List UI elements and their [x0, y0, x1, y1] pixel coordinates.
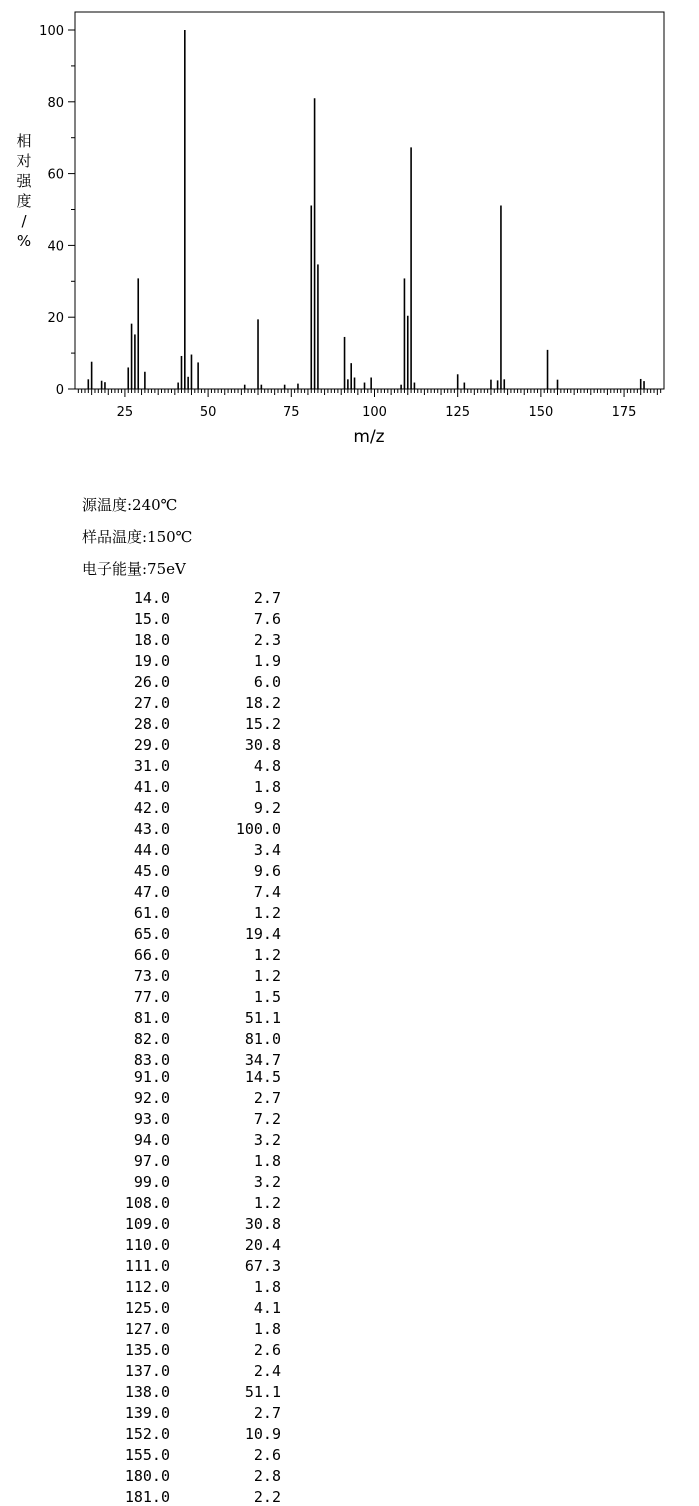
intensity-cell: 2.2 — [253, 1488, 281, 1506]
intensity-cell: 7.4 — [253, 883, 281, 901]
intensity-cell: 7.2 — [253, 1110, 281, 1128]
x-axis-label: m/z — [353, 427, 385, 447]
y-label-char: 度 — [16, 192, 32, 210]
mz-cell: 97.0 — [133, 1152, 170, 1170]
mz-cell: 42.0 — [133, 799, 170, 817]
x-axis — [78, 389, 660, 420]
mz-cell: 29.0 — [133, 736, 170, 754]
intensity-cell: 7.6 — [253, 610, 281, 628]
y-axis-label — [16, 132, 32, 250]
intensity-cell: 1.2 — [253, 1194, 281, 1212]
intensity-cell: 1.9 — [253, 652, 281, 670]
mz-cell: 65.0 — [133, 925, 170, 943]
mz-cell: 99.0 — [133, 1173, 170, 1191]
electron-energy: 电子能量:75eV — [82, 560, 186, 578]
x-tick-label: 75 — [283, 405, 300, 420]
x-tick-label: 150 — [528, 405, 554, 420]
intensity-cell: 18.2 — [244, 694, 281, 712]
mz-cell: 81.0 — [133, 1009, 170, 1027]
y-tick-label: 20 — [47, 311, 64, 327]
mz-cell: 14.0 — [133, 589, 170, 607]
intensity-cell: 6.0 — [253, 673, 281, 691]
mz-cell: 77.0 — [133, 988, 170, 1006]
source-temperature: 源温度:240℃ — [82, 496, 178, 514]
mz-cell: 19.0 — [133, 652, 170, 670]
intensity-cell: 2.3 — [253, 631, 281, 649]
mz-cell: 92.0 — [133, 1089, 170, 1107]
intensity-cell: 100.0 — [235, 820, 281, 838]
mz-cell: 93.0 — [133, 1110, 170, 1128]
mz-cell: 155.0 — [124, 1446, 170, 1464]
intensity-cell: 20.4 — [244, 1236, 281, 1254]
x-tick-label: 100 — [362, 405, 387, 420]
intensity-cell: 30.8 — [244, 736, 281, 754]
intensity-cell: 4.1 — [253, 1299, 281, 1317]
mz-cell: 28.0 — [133, 715, 170, 733]
y-label-char: / — [21, 212, 27, 230]
y-tick-label: 100 — [39, 24, 64, 39]
y-label-char: % — [16, 232, 32, 250]
intensity-cell: 2.7 — [253, 589, 281, 607]
mz-cell: 135.0 — [124, 1341, 170, 1359]
mz-cell: 82.0 — [133, 1030, 170, 1048]
x-tick-label: 125 — [445, 405, 471, 420]
mass-spectrum-chart — [0, 0, 699, 470]
intensity-cell: 1.5 — [253, 988, 281, 1006]
mz-cell: 125.0 — [124, 1299, 170, 1317]
mz-cell: 27.0 — [133, 694, 170, 712]
mz-cell: 111.0 — [124, 1257, 170, 1275]
y-axis — [39, 24, 75, 398]
sample-temperature: 样品温度:150℃ — [82, 528, 193, 546]
y-label-char: 强 — [16, 172, 32, 190]
mz-cell: 112.0 — [124, 1278, 170, 1296]
mz-cell: 138.0 — [124, 1383, 170, 1401]
intensity-cell: 1.2 — [253, 946, 281, 964]
intensity-cell: 67.3 — [244, 1257, 281, 1275]
mz-cell: 83.0 — [133, 1051, 170, 1069]
intensity-cell: 2.4 — [253, 1362, 281, 1380]
intensity-cell: 1.8 — [253, 778, 281, 796]
intensity-cell: 34.7 — [244, 1051, 281, 1069]
chart-svg — [0, 0, 699, 470]
mz-cell: 44.0 — [133, 841, 170, 859]
spectrum-peaks — [88, 30, 644, 389]
mz-cell: 180.0 — [124, 1467, 170, 1485]
mz-cell: 181.0 — [124, 1488, 170, 1506]
x-tick-label: 25 — [116, 405, 134, 420]
intensity-cell: 30.8 — [244, 1215, 281, 1233]
intensity-cell: 3.2 — [253, 1173, 281, 1191]
mz-cell: 110.0 — [124, 1236, 170, 1254]
mz-cell: 73.0 — [133, 967, 170, 985]
intensity-cell: 1.2 — [253, 904, 281, 922]
intensity-cell: 51.1 — [244, 1383, 281, 1401]
intensity-cell: 3.4 — [253, 841, 281, 859]
mz-cell: 109.0 — [124, 1215, 170, 1233]
intensity-cell: 1.8 — [253, 1320, 281, 1338]
mz-cell: 94.0 — [133, 1131, 170, 1149]
mz-cell: 91.0 — [133, 1068, 170, 1086]
mz-cell: 152.0 — [124, 1425, 170, 1443]
mz-cell: 26.0 — [133, 673, 170, 691]
intensity-cell: 9.2 — [253, 799, 281, 817]
y-tick-label: 0 — [55, 383, 64, 398]
mz-cell: 139.0 — [124, 1404, 170, 1422]
intensity-cell: 1.8 — [253, 1152, 281, 1170]
intensity-cell: 1.2 — [253, 967, 281, 985]
x-tick-label: 50 — [199, 405, 217, 420]
mz-cell: 15.0 — [133, 610, 170, 628]
y-label-char: 相 — [16, 132, 32, 150]
intensity-cell: 4.8 — [253, 757, 281, 775]
mz-cell: 108.0 — [124, 1194, 170, 1212]
intensity-cell: 51.1 — [244, 1009, 281, 1027]
y-tick-label: 80 — [47, 95, 64, 111]
mz-cell: 61.0 — [133, 904, 170, 922]
y-label-char: 对 — [16, 152, 32, 170]
mz-cell: 47.0 — [133, 883, 170, 901]
intensity-cell: 15.2 — [244, 715, 281, 733]
intensity-cell: 14.5 — [244, 1068, 281, 1086]
intensity-cell: 2.6 — [253, 1341, 281, 1359]
intensity-cell: 10.9 — [244, 1425, 281, 1443]
intensity-cell: 3.2 — [253, 1131, 281, 1149]
mz-cell: 127.0 — [124, 1320, 170, 1338]
mz-cell: 137.0 — [124, 1362, 170, 1380]
intensity-cell: 2.8 — [253, 1467, 281, 1485]
mz-cell: 31.0 — [133, 757, 170, 775]
mz-cell: 66.0 — [133, 946, 170, 964]
mz-cell: 41.0 — [133, 778, 170, 796]
y-tick-label: 60 — [47, 167, 64, 183]
y-tick-label: 40 — [47, 239, 64, 255]
x-tick-label: 175 — [611, 405, 637, 420]
intensity-cell: 2.7 — [253, 1089, 281, 1107]
intensity-cell: 2.7 — [253, 1404, 281, 1422]
mz-cell: 45.0 — [133, 862, 170, 880]
plot-frame — [75, 12, 664, 389]
intensity-cell: 19.4 — [244, 925, 281, 943]
mz-cell: 18.0 — [133, 631, 170, 649]
intensity-cell: 81.0 — [244, 1030, 281, 1048]
intensity-cell: 1.8 — [253, 1278, 281, 1296]
intensity-cell: 2.6 — [253, 1446, 281, 1464]
intensity-cell: 9.6 — [253, 862, 281, 880]
mz-cell: 43.0 — [133, 820, 170, 838]
